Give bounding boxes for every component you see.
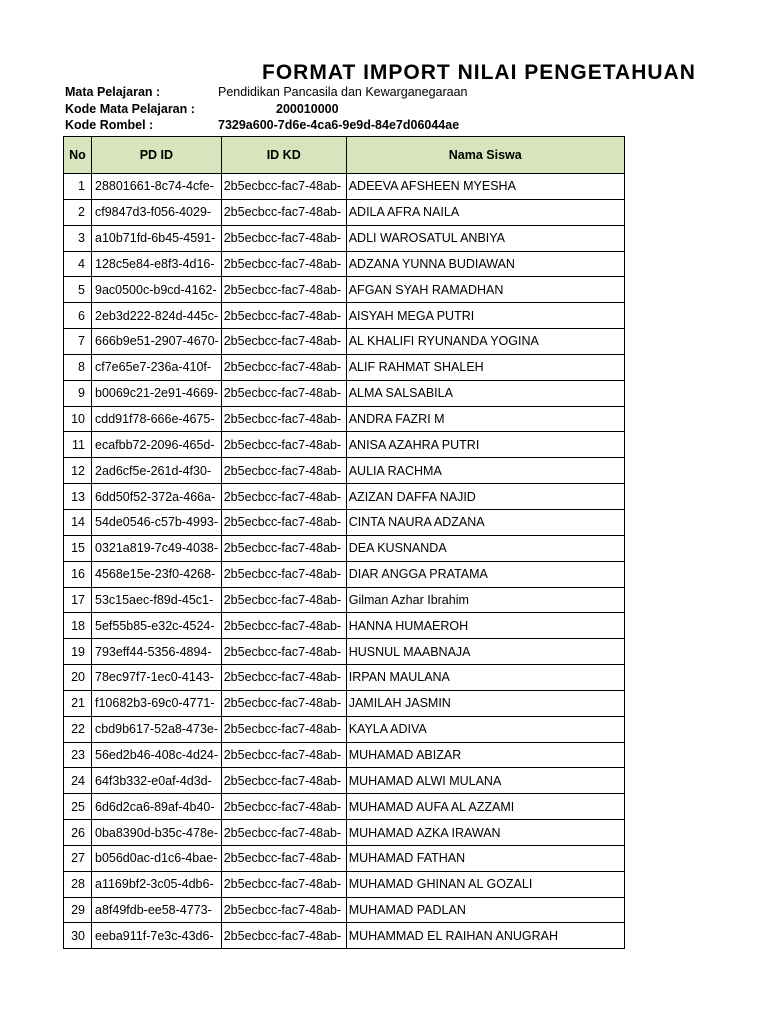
- table-row: [64, 303, 625, 329]
- cell-nama-siswa[interactable]: HUSNUL MAABNAJA: [346, 639, 624, 665]
- cell-pd-id[interactable]: 64f3b332-e0af-4d3d-: [92, 768, 222, 794]
- cell-nama-siswa[interactable]: IRPAN MAULANA: [346, 665, 624, 691]
- cell-no[interactable]: 21: [64, 690, 92, 716]
- cell-id-kd[interactable]: 2b5ecbcc-fac7-48ab-: [221, 251, 346, 277]
- cell-no[interactable]: 5: [64, 277, 92, 303]
- cell-id-kd[interactable]: 2b5ecbcc-fac7-48ab-: [221, 820, 346, 846]
- cell-nama-siswa[interactable]: HANNA HUMAEROH: [346, 613, 624, 639]
- cell-pd-id[interactable]: 6dd50f52-372a-466a-: [92, 484, 222, 510]
- cell-no[interactable]: 13: [64, 484, 92, 510]
- table-row: [64, 690, 625, 716]
- cell-id-kd[interactable]: 2b5ecbcc-fac7-48ab-: [221, 406, 346, 432]
- table-row: [64, 509, 625, 535]
- rombel-code-label: Kode Rombel :: [65, 118, 154, 132]
- table-row: [64, 613, 625, 639]
- table-header-row: [64, 137, 625, 174]
- table-row: [64, 277, 625, 303]
- cell-pd-id[interactable]: 5ef55b85-e32c-4524-: [92, 613, 222, 639]
- cell-pd-id[interactable]: 2eb3d222-824d-445c-: [92, 303, 222, 329]
- table-row: [64, 794, 625, 820]
- cell-pd-id[interactable]: 2ad6cf5e-261d-4f30-: [92, 458, 222, 484]
- cell-pd-id[interactable]: cbd9b617-52a8-473e-: [92, 716, 222, 742]
- cell-pd-id[interactable]: cdd91f78-666e-4675-: [92, 406, 222, 432]
- cell-no[interactable]: 18: [64, 613, 92, 639]
- cell-no[interactable]: 27: [64, 845, 92, 871]
- cell-pd-id[interactable]: 54de0546-c57b-4993-: [92, 509, 222, 535]
- cell-nama-siswa[interactable]: DEA KUSNANDA: [346, 535, 624, 561]
- cell-nama-siswa[interactable]: AL KHALIFI RYUNANDA YOGINA: [346, 329, 624, 355]
- cell-no[interactable]: 4: [64, 251, 92, 277]
- cell-id-kd[interactable]: 2b5ecbcc-fac7-48ab-: [221, 535, 346, 561]
- cell-pd-id[interactable]: 78ec97f7-1ec0-4143-: [92, 665, 222, 691]
- cell-nama-siswa[interactable]: MUHAMAD ALWI MULANA: [346, 768, 624, 794]
- table-row: [64, 639, 625, 665]
- rombel-code-value: 7329a600-7d6e-4ca6-9e9d-84e7d06044ae: [218, 118, 460, 132]
- cell-nama-siswa[interactable]: MUHAMAD PADLAN: [346, 897, 624, 923]
- cell-pd-id[interactable]: 0321a819-7c49-4038-: [92, 535, 222, 561]
- cell-nama-siswa[interactable]: ADILA AFRA NAILA: [346, 199, 624, 225]
- cell-nama-siswa[interactable]: MUHAMAD AZKA IRAWAN: [346, 820, 624, 846]
- cell-no[interactable]: 23: [64, 742, 92, 768]
- header-pd-id[interactable]: PD ID: [92, 137, 222, 174]
- subject-value: Pendidikan Pancasila dan Kewarganegaraan: [218, 85, 468, 99]
- cell-pd-id[interactable]: 128c5e84-e8f3-4d16-: [92, 251, 222, 277]
- cell-no[interactable]: 25: [64, 794, 92, 820]
- cell-nama-siswa[interactable]: KAYLA ADIVA: [346, 716, 624, 742]
- table-row: [64, 768, 625, 794]
- cell-pd-id[interactable]: a1169bf2-3c05-4db6-: [92, 871, 222, 897]
- cell-nama-siswa[interactable]: ANDRA FAZRI M: [346, 406, 624, 432]
- cell-nama-siswa[interactable]: ADZANA YUNNA BUDIAWAN: [346, 251, 624, 277]
- cell-nama-siswa[interactable]: MUHAMMAD EL RAIHAN ANUGRAH: [346, 923, 624, 949]
- cell-pd-id[interactable]: 6d6d2ca6-89af-4b40-: [92, 794, 222, 820]
- cell-id-kd[interactable]: 2b5ecbcc-fac7-48ab-: [221, 742, 346, 768]
- table-row: [64, 354, 625, 380]
- cell-no[interactable]: 6: [64, 303, 92, 329]
- cell-nama-siswa[interactable]: ANISA AZAHRA PUTRI: [346, 432, 624, 458]
- cell-pd-id[interactable]: cf9847d3-f056-4029-: [92, 199, 222, 225]
- cell-nama-siswa[interactable]: ALIF RAHMAT SHALEH: [346, 354, 624, 380]
- cell-no[interactable]: 9: [64, 380, 92, 406]
- cell-no[interactable]: 19: [64, 639, 92, 665]
- table-row: [64, 587, 625, 613]
- table-row: [64, 897, 625, 923]
- cell-pd-id[interactable]: 4568e15e-23f0-4268-: [92, 561, 222, 587]
- student-grade-table: [63, 136, 625, 949]
- cell-pd-id[interactable]: b0069c21-2e91-4669-: [92, 380, 222, 406]
- cell-nama-siswa[interactable]: AFGAN SYAH RAMADHAN: [346, 277, 624, 303]
- cell-id-kd[interactable]: 2b5ecbcc-fac7-48ab-: [221, 897, 346, 923]
- cell-no[interactable]: 10: [64, 406, 92, 432]
- cell-pd-id[interactable]: 28801661-8c74-4cfe-: [92, 174, 222, 200]
- document-title: FORMAT IMPORT NILAI PENGETAHUAN: [262, 61, 696, 84]
- cell-id-kd[interactable]: 2b5ecbcc-fac7-48ab-: [221, 354, 346, 380]
- cell-pd-id[interactable]: ecafbb72-2096-465d-: [92, 432, 222, 458]
- cell-pd-id[interactable]: b056d0ac-d1c6-4bae-: [92, 845, 222, 871]
- cell-pd-id[interactable]: 9ac0500c-b9cd-4162-: [92, 277, 222, 303]
- cell-nama-siswa[interactable]: AULIA RACHMA: [346, 458, 624, 484]
- cell-id-kd[interactable]: 2b5ecbcc-fac7-48ab-: [221, 380, 346, 406]
- cell-nama-siswa[interactable]: DIAR ANGGA PRATAMA: [346, 561, 624, 587]
- cell-no[interactable]: 28: [64, 871, 92, 897]
- table-row: [64, 458, 625, 484]
- cell-pd-id[interactable]: a10b71fd-6b45-4591-: [92, 225, 222, 251]
- cell-pd-id[interactable]: 0ba8390d-b35c-478e-: [92, 820, 222, 846]
- cell-no[interactable]: 1: [64, 174, 92, 200]
- cell-nama-siswa[interactable]: JAMILAH JASMIN: [346, 690, 624, 716]
- table-row: [64, 199, 625, 225]
- cell-no[interactable]: 12: [64, 458, 92, 484]
- cell-no[interactable]: 16: [64, 561, 92, 587]
- cell-pd-id[interactable]: 793eff44-5356-4894-: [92, 639, 222, 665]
- table-row: [64, 742, 625, 768]
- cell-nama-siswa[interactable]: ALMA SALSABILA: [346, 380, 624, 406]
- cell-no[interactable]: 11: [64, 432, 92, 458]
- table-row: [64, 484, 625, 510]
- subject-code-value: 200010000: [276, 102, 339, 116]
- table-row: [64, 432, 625, 458]
- cell-no[interactable]: 8: [64, 354, 92, 380]
- cell-nama-siswa[interactable]: Gilman Azhar Ibrahim: [346, 587, 624, 613]
- cell-no[interactable]: 2: [64, 199, 92, 225]
- cell-id-kd[interactable]: 2b5ecbcc-fac7-48ab-: [221, 871, 346, 897]
- cell-pd-id[interactable]: f10682b3-69c0-4771-: [92, 690, 222, 716]
- table-row: [64, 380, 625, 406]
- cell-id-kd[interactable]: 2b5ecbcc-fac7-48ab-: [221, 665, 346, 691]
- table-row: [64, 923, 625, 949]
- cell-id-kd[interactable]: 2b5ecbcc-fac7-48ab-: [221, 432, 346, 458]
- cell-nama-siswa[interactable]: CINTA NAURA ADZANA: [346, 509, 624, 535]
- table-row: [64, 329, 625, 355]
- table-row: [64, 406, 625, 432]
- cell-pd-id[interactable]: 666b9e51-2907-4670-: [92, 329, 222, 355]
- cell-no[interactable]: 20: [64, 665, 92, 691]
- cell-id-kd[interactable]: 2b5ecbcc-fac7-48ab-: [221, 225, 346, 251]
- cell-id-kd[interactable]: 2b5ecbcc-fac7-48ab-: [221, 587, 346, 613]
- cell-id-kd[interactable]: 2b5ecbcc-fac7-48ab-: [221, 509, 346, 535]
- cell-no[interactable]: 29: [64, 897, 92, 923]
- cell-no[interactable]: 24: [64, 768, 92, 794]
- cell-id-kd[interactable]: 2b5ecbcc-fac7-48ab-: [221, 794, 346, 820]
- cell-nama-siswa[interactable]: ADLI WAROSATUL ANBIYA: [346, 225, 624, 251]
- header-no[interactable]: No: [64, 137, 92, 174]
- cell-id-kd[interactable]: 2b5ecbcc-fac7-48ab-: [221, 174, 346, 200]
- cell-id-kd[interactable]: 2b5ecbcc-fac7-48ab-: [221, 561, 346, 587]
- cell-id-kd[interactable]: 2b5ecbcc-fac7-48ab-: [221, 716, 346, 742]
- cell-id-kd[interactable]: 2b5ecbcc-fac7-48ab-: [221, 484, 346, 510]
- header-nama-siswa[interactable]: Nama Siswa: [346, 137, 624, 174]
- cell-pd-id[interactable]: cf7e65e7-236a-410f-: [92, 354, 222, 380]
- table-row: [64, 561, 625, 587]
- cell-id-kd[interactable]: 2b5ecbcc-fac7-48ab-: [221, 845, 346, 871]
- table-row: [64, 871, 625, 897]
- cell-id-kd[interactable]: 2b5ecbcc-fac7-48ab-: [221, 277, 346, 303]
- cell-no[interactable]: 3: [64, 225, 92, 251]
- cell-nama-siswa[interactable]: MUHAMAD GHINAN AL GOZALI: [346, 871, 624, 897]
- cell-id-kd[interactable]: 2b5ecbcc-fac7-48ab-: [221, 639, 346, 665]
- cell-nama-siswa[interactable]: AZIZAN DAFFA NAJID: [346, 484, 624, 510]
- table-row: [64, 535, 625, 561]
- subject-label: Mata Pelajaran :: [65, 85, 161, 99]
- cell-no[interactable]: 14: [64, 509, 92, 535]
- cell-id-kd[interactable]: 2b5ecbcc-fac7-48ab-: [221, 199, 346, 225]
- cell-id-kd[interactable]: 2b5ecbcc-fac7-48ab-: [221, 923, 346, 949]
- cell-no[interactable]: 22: [64, 716, 92, 742]
- cell-id-kd[interactable]: 2b5ecbcc-fac7-48ab-: [221, 303, 346, 329]
- table-row: [64, 174, 625, 200]
- subject-code-label: Kode Mata Pelajaran :: [65, 102, 195, 116]
- header-id-kd[interactable]: ID KD: [221, 137, 346, 174]
- cell-pd-id[interactable]: eeba911f-7e3c-43d6-: [92, 923, 222, 949]
- cell-nama-siswa[interactable]: AISYAH MEGA PUTRI: [346, 303, 624, 329]
- cell-no[interactable]: 17: [64, 587, 92, 613]
- cell-nama-siswa[interactable]: MUHAMAD ABIZAR: [346, 742, 624, 768]
- cell-pd-id[interactable]: a8f49fdb-ee58-4773-: [92, 897, 222, 923]
- table-row: [64, 251, 625, 277]
- cell-id-kd[interactable]: 2b5ecbcc-fac7-48ab-: [221, 458, 346, 484]
- cell-no[interactable]: 7: [64, 329, 92, 355]
- cell-id-kd[interactable]: 2b5ecbcc-fac7-48ab-: [221, 768, 346, 794]
- cell-pd-id[interactable]: 53c15aec-f89d-45c1-: [92, 587, 222, 613]
- cell-nama-siswa[interactable]: ADEEVA AFSHEEN MYESHA: [346, 174, 624, 200]
- cell-nama-siswa[interactable]: MUHAMAD FATHAN: [346, 845, 624, 871]
- cell-no[interactable]: 30: [64, 923, 92, 949]
- table-row: [64, 845, 625, 871]
- cell-no[interactable]: 15: [64, 535, 92, 561]
- cell-id-kd[interactable]: 2b5ecbcc-fac7-48ab-: [221, 613, 346, 639]
- table-row: [64, 665, 625, 691]
- table-row: [64, 225, 625, 251]
- cell-id-kd[interactable]: 2b5ecbcc-fac7-48ab-: [221, 690, 346, 716]
- cell-nama-siswa[interactable]: MUHAMAD AUFA AL AZZAMI: [346, 794, 624, 820]
- cell-pd-id[interactable]: 56ed2b46-408c-4d24-: [92, 742, 222, 768]
- table-row: [64, 820, 625, 846]
- cell-no[interactable]: 26: [64, 820, 92, 846]
- cell-id-kd[interactable]: 2b5ecbcc-fac7-48ab-: [221, 329, 346, 355]
- table-row: [64, 716, 625, 742]
